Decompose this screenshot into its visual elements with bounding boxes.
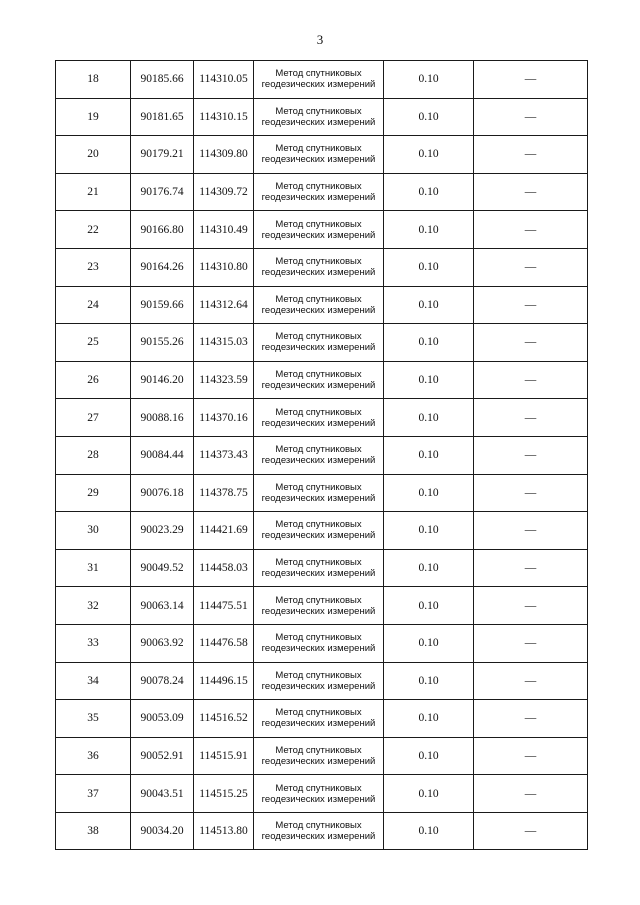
table-row bbox=[56, 173, 588, 211]
x-coordinate-cell: 90181.65 bbox=[131, 98, 194, 136]
accuracy-cell: 0.10 bbox=[384, 512, 474, 550]
accuracy-cell: 0.10 bbox=[384, 436, 474, 474]
table-row bbox=[56, 549, 588, 587]
y-coordinate-cell: 114310.49 bbox=[194, 211, 254, 249]
note-cell: — bbox=[474, 173, 588, 211]
table-row bbox=[56, 436, 588, 474]
x-coordinate-cell: 90159.66 bbox=[131, 286, 194, 324]
note-cell: — bbox=[474, 549, 588, 587]
note-cell: — bbox=[474, 211, 588, 249]
note-cell: — bbox=[474, 136, 588, 174]
method-cell: Метод спутниковых геодезических измерений bbox=[254, 286, 384, 324]
y-coordinate-cell: 114516.52 bbox=[194, 700, 254, 738]
y-coordinate-cell: 114515.25 bbox=[194, 775, 254, 813]
accuracy-cell: 0.10 bbox=[384, 98, 474, 136]
x-coordinate-cell: 90063.14 bbox=[131, 587, 194, 625]
x-coordinate-cell: 90076.18 bbox=[131, 474, 194, 512]
note-cell: — bbox=[474, 775, 588, 813]
y-coordinate-cell: 114458.03 bbox=[194, 549, 254, 587]
y-coordinate-cell: 114310.80 bbox=[194, 248, 254, 286]
y-coordinate-cell: 114370.16 bbox=[194, 399, 254, 437]
method-cell: Метод спутниковых геодезических измерений bbox=[254, 324, 384, 362]
method-cell: Метод спутниковых геодезических измерений bbox=[254, 549, 384, 587]
coordinates-table bbox=[55, 60, 588, 850]
accuracy-cell: 0.10 bbox=[384, 361, 474, 399]
y-coordinate-cell: 114309.72 bbox=[194, 173, 254, 211]
note-cell: — bbox=[474, 248, 588, 286]
note-cell: — bbox=[474, 624, 588, 662]
point-number-cell: 23 bbox=[56, 248, 131, 286]
x-coordinate-cell: 90043.51 bbox=[131, 775, 194, 813]
table-row bbox=[56, 512, 588, 550]
note-cell: — bbox=[474, 587, 588, 625]
accuracy-cell: 0.10 bbox=[384, 173, 474, 211]
point-number-cell: 20 bbox=[56, 136, 131, 174]
note-cell: — bbox=[474, 700, 588, 738]
accuracy-cell: 0.10 bbox=[384, 286, 474, 324]
point-number-cell: 33 bbox=[56, 624, 131, 662]
accuracy-cell: 0.10 bbox=[384, 324, 474, 362]
accuracy-cell: 0.10 bbox=[384, 399, 474, 437]
y-coordinate-cell: 114323.59 bbox=[194, 361, 254, 399]
table-row bbox=[56, 624, 588, 662]
point-number-cell: 26 bbox=[56, 361, 131, 399]
point-number-cell: 22 bbox=[56, 211, 131, 249]
accuracy-cell: 0.10 bbox=[384, 812, 474, 850]
table-row bbox=[56, 812, 588, 850]
y-coordinate-cell: 114378.75 bbox=[194, 474, 254, 512]
method-cell: Метод спутниковых геодезических измерений bbox=[254, 700, 384, 738]
note-cell: — bbox=[474, 474, 588, 512]
method-cell: Метод спутниковых геодезических измерений bbox=[254, 737, 384, 775]
table-row bbox=[56, 136, 588, 174]
table-row bbox=[56, 399, 588, 437]
y-coordinate-cell: 114515.91 bbox=[194, 737, 254, 775]
point-number-cell: 27 bbox=[56, 399, 131, 437]
x-coordinate-cell: 90052.91 bbox=[131, 737, 194, 775]
x-coordinate-cell: 90034.20 bbox=[131, 812, 194, 850]
point-number-cell: 31 bbox=[56, 549, 131, 587]
x-coordinate-cell: 90053.09 bbox=[131, 700, 194, 738]
accuracy-cell: 0.10 bbox=[384, 624, 474, 662]
note-cell: — bbox=[474, 98, 588, 136]
method-cell: Метод спутниковых геодезических измерений bbox=[254, 436, 384, 474]
table-row bbox=[56, 587, 588, 625]
x-coordinate-cell: 90179.21 bbox=[131, 136, 194, 174]
table-row bbox=[56, 737, 588, 775]
method-cell: Метод спутниковых геодезических измерений bbox=[254, 136, 384, 174]
method-cell: Метод спутниковых геодезических измерений bbox=[254, 512, 384, 550]
table-row bbox=[56, 662, 588, 700]
point-number-cell: 25 bbox=[56, 324, 131, 362]
accuracy-cell: 0.10 bbox=[384, 737, 474, 775]
note-cell: — bbox=[474, 361, 588, 399]
y-coordinate-cell: 114475.51 bbox=[194, 587, 254, 625]
page-number: 3 bbox=[316, 32, 324, 47]
point-number-cell: 24 bbox=[56, 286, 131, 324]
x-coordinate-cell: 90146.20 bbox=[131, 361, 194, 399]
table-row bbox=[56, 211, 588, 249]
point-number-cell: 34 bbox=[56, 662, 131, 700]
table-row bbox=[56, 775, 588, 813]
x-coordinate-cell: 90023.29 bbox=[131, 512, 194, 550]
table-row bbox=[56, 61, 588, 99]
x-coordinate-cell: 90063.92 bbox=[131, 624, 194, 662]
x-coordinate-cell: 90166.80 bbox=[131, 211, 194, 249]
point-number-cell: 37 bbox=[56, 775, 131, 813]
y-coordinate-cell: 114513.80 bbox=[194, 812, 254, 850]
y-coordinate-cell: 114310.05 bbox=[194, 61, 254, 99]
table-row bbox=[56, 286, 588, 324]
table-row bbox=[56, 700, 588, 738]
point-number-cell: 29 bbox=[56, 474, 131, 512]
method-cell: Метод спутниковых геодезических измерений bbox=[254, 248, 384, 286]
accuracy-cell: 0.10 bbox=[384, 662, 474, 700]
accuracy-cell: 0.10 bbox=[384, 587, 474, 625]
note-cell: — bbox=[474, 436, 588, 474]
note-cell: — bbox=[474, 399, 588, 437]
method-cell: Метод спутниковых геодезических измерений bbox=[254, 812, 384, 850]
point-number-cell: 21 bbox=[56, 173, 131, 211]
y-coordinate-cell: 114496.15 bbox=[194, 662, 254, 700]
point-number-cell: 35 bbox=[56, 700, 131, 738]
table-row bbox=[56, 98, 588, 136]
note-cell: — bbox=[474, 662, 588, 700]
point-number-cell: 28 bbox=[56, 436, 131, 474]
method-cell: Метод спутниковых геодезических измерений bbox=[254, 474, 384, 512]
note-cell: — bbox=[474, 324, 588, 362]
note-cell: — bbox=[474, 512, 588, 550]
y-coordinate-cell: 114476.58 bbox=[194, 624, 254, 662]
accuracy-cell: 0.10 bbox=[384, 248, 474, 286]
table-row bbox=[56, 248, 588, 286]
x-coordinate-cell: 90088.16 bbox=[131, 399, 194, 437]
accuracy-cell: 0.10 bbox=[384, 61, 474, 99]
accuracy-cell: 0.10 bbox=[384, 700, 474, 738]
x-coordinate-cell: 90155.26 bbox=[131, 324, 194, 362]
x-coordinate-cell: 90078.24 bbox=[131, 662, 194, 700]
accuracy-cell: 0.10 bbox=[384, 775, 474, 813]
accuracy-cell: 0.10 bbox=[384, 474, 474, 512]
table-row bbox=[56, 361, 588, 399]
x-coordinate-cell: 90185.66 bbox=[131, 61, 194, 99]
method-cell: Метод спутниковых геодезических измерений bbox=[254, 399, 384, 437]
accuracy-cell: 0.10 bbox=[384, 549, 474, 587]
point-number-cell: 38 bbox=[56, 812, 131, 850]
note-cell: — bbox=[474, 286, 588, 324]
y-coordinate-cell: 114421.69 bbox=[194, 512, 254, 550]
accuracy-cell: 0.10 bbox=[384, 136, 474, 174]
note-cell: — bbox=[474, 812, 588, 850]
table-row bbox=[56, 474, 588, 512]
method-cell: Метод спутниковых геодезических измерений bbox=[254, 662, 384, 700]
x-coordinate-cell: 90164.26 bbox=[131, 248, 194, 286]
point-number-cell: 30 bbox=[56, 512, 131, 550]
note-cell: — bbox=[474, 737, 588, 775]
point-number-cell: 19 bbox=[56, 98, 131, 136]
y-coordinate-cell: 114309.80 bbox=[194, 136, 254, 174]
y-coordinate-cell: 114315.03 bbox=[194, 324, 254, 362]
x-coordinate-cell: 90176.74 bbox=[131, 173, 194, 211]
method-cell: Метод спутниковых геодезических измерений bbox=[254, 361, 384, 399]
method-cell: Метод спутниковых геодезических измерений bbox=[254, 624, 384, 662]
method-cell: Метод спутниковых геодезических измерений bbox=[254, 211, 384, 249]
point-number-cell: 32 bbox=[56, 587, 131, 625]
x-coordinate-cell: 90049.52 bbox=[131, 549, 194, 587]
x-coordinate-cell: 90084.44 bbox=[131, 436, 194, 474]
table-body bbox=[56, 61, 588, 850]
method-cell: Метод спутниковых геодезических измерений bbox=[254, 587, 384, 625]
point-number-cell: 18 bbox=[56, 61, 131, 99]
method-cell: Метод спутниковых геодезических измерений bbox=[254, 98, 384, 136]
y-coordinate-cell: 114373.43 bbox=[194, 436, 254, 474]
y-coordinate-cell: 114310.15 bbox=[194, 98, 254, 136]
method-cell: Метод спутниковых геодезических измерений bbox=[254, 173, 384, 211]
point-number-cell: 36 bbox=[56, 737, 131, 775]
note-cell: — bbox=[474, 61, 588, 99]
method-cell: Метод спутниковых геодезических измерений bbox=[254, 775, 384, 813]
accuracy-cell: 0.10 bbox=[384, 211, 474, 249]
table-row bbox=[56, 324, 588, 362]
y-coordinate-cell: 114312.64 bbox=[194, 286, 254, 324]
method-cell: Метод спутниковых геодезических измерений bbox=[254, 61, 384, 99]
